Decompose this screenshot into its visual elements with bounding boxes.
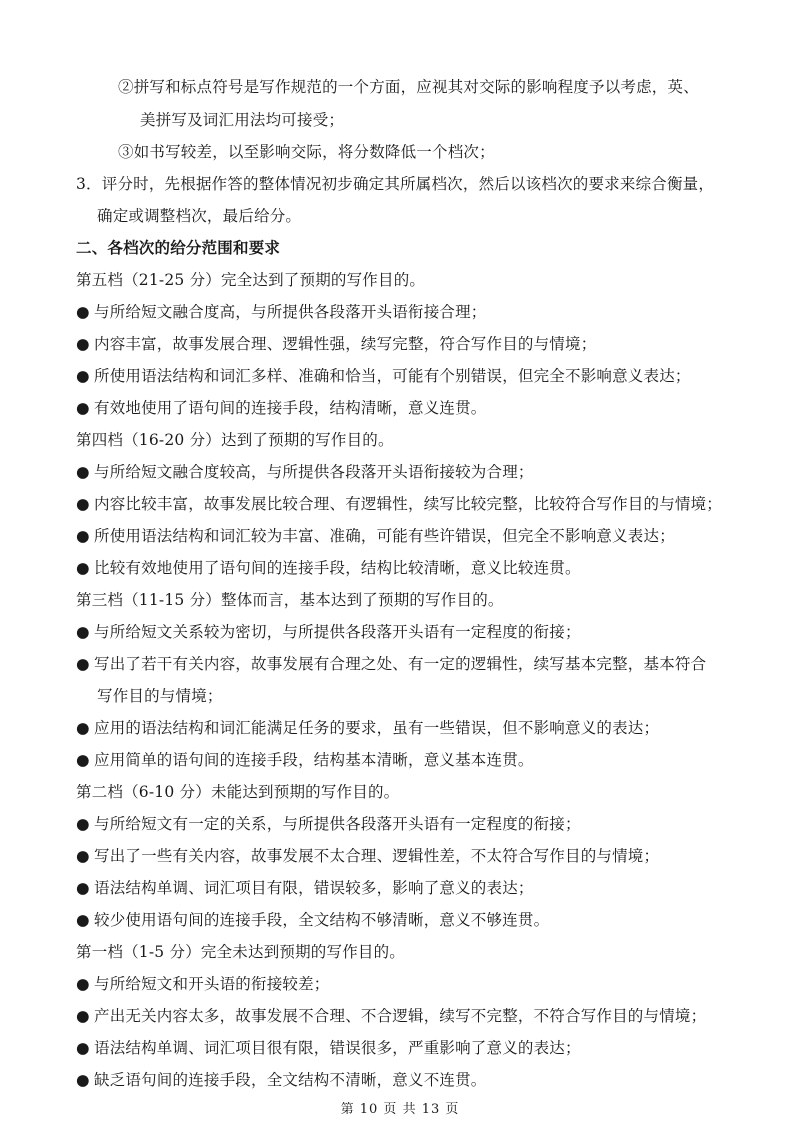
level-title: 第三档（11-15 分）整体而言，基本达到了预期的写作目的。 xyxy=(76,591,504,609)
bullet-icon: ● xyxy=(76,367,90,385)
level-title: 第四档（16-20 分）达到了预期的写作目的。 xyxy=(76,431,394,449)
level-title: 第五档（21-25 分）完全达到了预期的写作目的。 xyxy=(76,271,426,289)
list-item: ● 写出了若干有关内容，故事发展有合理之处、有一定的逻辑性，续写基本完整，基本符合 xyxy=(76,655,707,673)
list-item: ● 与所给短文融合度高，与所提供各段落开头语衔接合理； xyxy=(76,303,487,321)
list-item: ● 写出了一些有关内容，故事发展不太合理、逻辑性差，不太符合写作目的与情境； xyxy=(76,847,660,865)
list-item: ● 缺乏语句间的连接手段，全文结构不清晰，意义不连贯。 xyxy=(76,1071,487,1089)
list-item: ● 语法结构单调、词汇项目有限，错误较多，影响了意义的表达； xyxy=(76,879,534,897)
bullet-icon: ● xyxy=(76,655,90,673)
list-item: ● 所使用语法结构和词汇多样、准确和恰当，可能有个别错误，但完全不影响意义表达； xyxy=(76,367,691,385)
bullet-icon: ● xyxy=(76,815,90,833)
bullet-icon: ● xyxy=(76,1007,90,1025)
intro-item3: ③如书写较差，以至影响交际，将分数降低一个档次； xyxy=(118,143,495,161)
bullet-icon: ● xyxy=(76,399,90,417)
list-item: ● 与所给短文关系较为密切，与所提供各段落开头语有一定程度的衔接； xyxy=(76,623,581,641)
level-title: 第一档（1-5 分）完全未达到预期的写作目的。 xyxy=(76,943,405,961)
bullet-icon: ● xyxy=(76,623,90,641)
intro-point3-line1: 3．评分时，先根据作答的整体情况初步确定其所属档次，然后以该档次的要求来综合衡量， xyxy=(76,175,715,193)
bullet-icon: ● xyxy=(76,751,90,769)
list-item: ● 较少使用语句间的连接手段，全文结构不够清晰，意义不够连贯。 xyxy=(76,911,550,929)
bullet-icon: ● xyxy=(76,335,90,353)
level-title: 第二档（6-10 分）未能达到预期的写作目的。 xyxy=(76,783,400,801)
bullet-icon: ● xyxy=(76,911,90,929)
bullet-icon: ● xyxy=(76,1039,90,1057)
list-item: ● 应用简单的语句间的连接手段，结构基本清晰，意义基本连贯。 xyxy=(76,751,534,769)
list-item: ● 产出无关内容太多，故事发展不合理、不合逻辑，续写不完整，不符合写作目的与情境； xyxy=(76,1007,707,1025)
intro-item2-line1: ②拼写和标点符号是写作规范的一个方面，应视其对交际的影响程度予以考虑，英、 xyxy=(118,78,699,96)
bullet-icon: ● xyxy=(76,527,90,545)
section-title: 二、各档次的给分范围和要求 xyxy=(76,239,281,257)
bullet-icon: ● xyxy=(76,879,90,897)
page-number-footer: 第 10 页 共 13 页 xyxy=(340,1102,460,1117)
intro-point3-line2: 确定或调整档次，最后给分。 xyxy=(97,207,302,225)
bullet-icon: ● xyxy=(76,463,90,481)
list-item: ● 比较有效地使用了语句间的连接手段，结构比较清晰，意义比较连贯。 xyxy=(76,559,581,577)
list-item: ● 与所给短文和开头语的衔接较差； xyxy=(76,975,330,993)
bullet-icon: ● xyxy=(76,847,90,865)
list-item: ● 与所给短文有一定的关系，与所提供各段落开头语有一定程度的衔接； xyxy=(76,815,581,833)
bullet-icon: ● xyxy=(76,1071,90,1089)
bullet-icon: ● xyxy=(76,303,90,321)
intro-item2-line2: 美拼写及词汇用法均可接受； xyxy=(140,111,345,129)
list-item: ● 内容丰富，故事发展合理、逻辑性强，续写完整，符合写作目的与情境； xyxy=(76,335,597,353)
bullet-icon: ● xyxy=(76,495,90,513)
bullet-icon: ● xyxy=(76,975,90,993)
list-item: ● 有效地使用了语句间的连接手段，结构清晰，意义连贯。 xyxy=(76,399,487,417)
list-item: ● 所使用语法结构和词汇较为丰富、准确，可能有些许错误，但完全不影响意义表达； xyxy=(76,527,675,545)
list-item: ● 应用的语法结构和词汇能满足任务的要求，虽有一些错误，但不影响意义的表达； xyxy=(76,719,660,737)
list-item: ● 与所给短文融合度较高，与所提供各段落开头语衔接较为合理； xyxy=(76,463,534,481)
bullet-icon: ● xyxy=(76,559,90,577)
list-item-continuation: 写作目的与情境； xyxy=(97,687,223,705)
bullet-icon: ● xyxy=(76,719,90,737)
list-item: ● 内容比较丰富，故事发展比较合理、有逻辑性，续写比较完整，比较符合写作目的与情境； xyxy=(76,495,723,513)
list-item: ● 语法结构单调、词汇项目很有限，错误很多，严重影响了意义的表达； xyxy=(76,1039,581,1057)
